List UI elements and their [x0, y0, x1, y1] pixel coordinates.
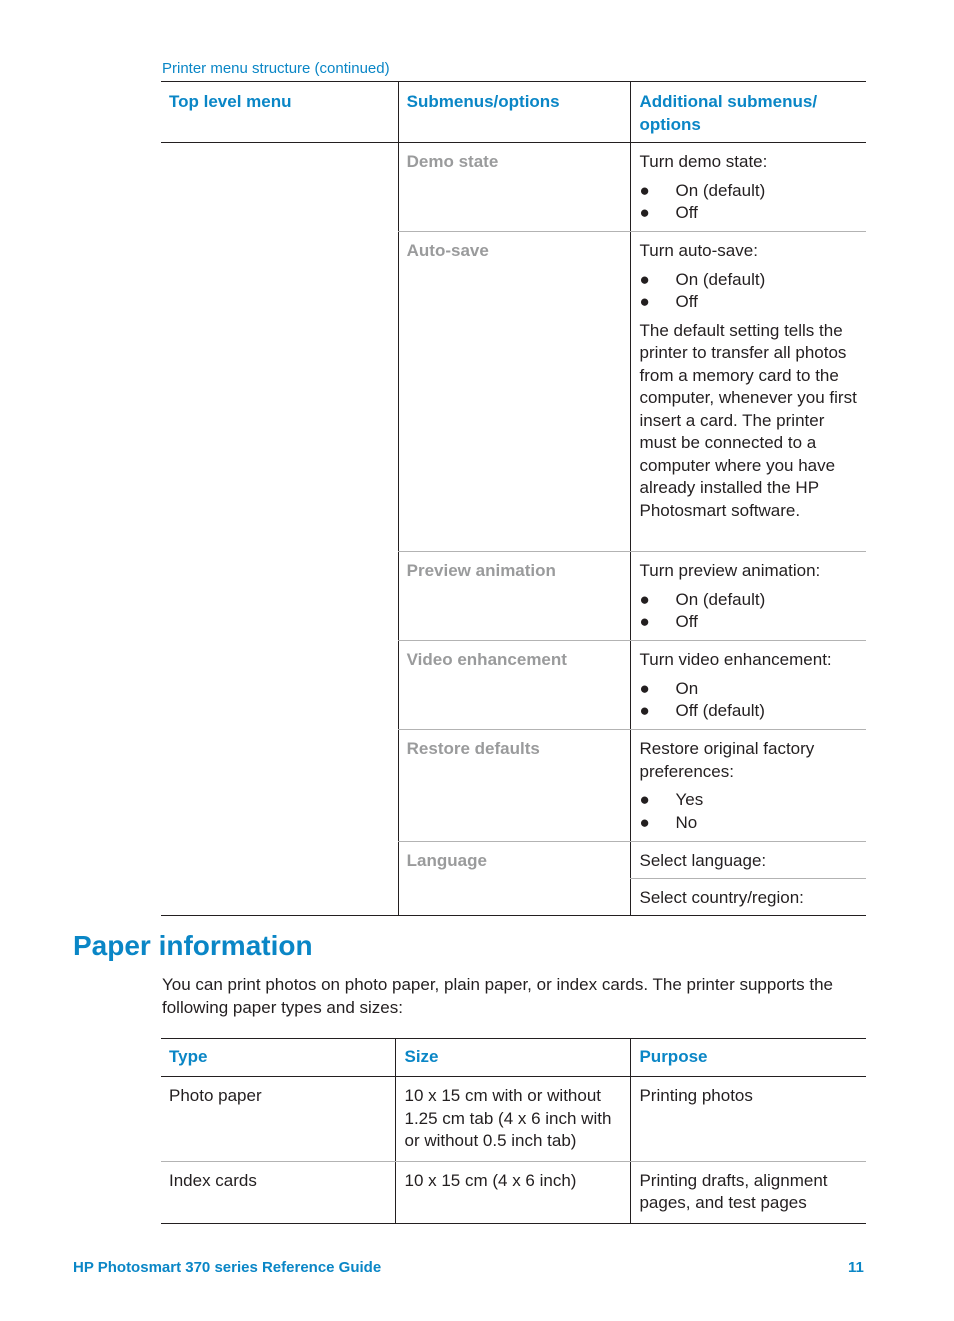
footer-guide-title: HP Photosmart 370 series Reference Guide [73, 1259, 382, 1276]
option-list [639, 180, 858, 225]
option-select-language: Select language: [631, 842, 866, 879]
bullet-icon: ● [639, 678, 650, 698]
bullet-icon: ● [639, 790, 650, 809]
submenu-auto-save: Auto-save [398, 232, 631, 552]
top-level-menu-cell [161, 143, 398, 916]
list-item: ● Off (default) [639, 700, 858, 723]
list-item: ● Off [639, 611, 858, 634]
option-intro: Restore original factory preferences: [639, 739, 815, 781]
header-type: Type [161, 1039, 396, 1077]
list-item: ● No [639, 812, 858, 835]
list-item: ● Off [639, 202, 858, 225]
bullet-icon: ● [639, 589, 650, 609]
options-preview-animation [631, 552, 866, 641]
option-list [639, 678, 858, 723]
submenu-video-enhancement: Video enhancement [398, 641, 631, 730]
list-item: ● On (default) [639, 180, 858, 203]
header-additional-submenus: Additional submenus/ options [631, 82, 866, 143]
option-list [639, 269, 858, 314]
bullet-icon: ● [639, 701, 650, 720]
option-intro: Turn demo state: [639, 152, 768, 171]
header-size: Size [396, 1039, 631, 1077]
option-note: The default setting tells the printer to transfer all photos from a memory card to the computer, whenever you first insert a card. The printer must be connected to a computer where you have already installed the HP Photosmart software. [639, 320, 857, 520]
list-item: ● Yes [639, 789, 858, 812]
cell-size: 10 x 15 cm with or without 1.25 cm tab (4 x 6 inch with or without 0.5 inch tab) [396, 1077, 631, 1162]
footer-page-number: 11 [848, 1259, 864, 1276]
option-select-country: Select country/region: [631, 879, 866, 916]
paper-types-table [161, 1038, 866, 1224]
table-caption: Printer menu structure (continued) [162, 60, 390, 77]
header-submenus-options: Submenus/options [398, 82, 631, 143]
section-intro: You can print photos on photo paper, plain paper, or index cards. The printer supports the following paper types and sizes: [162, 975, 834, 1017]
table-row [161, 143, 866, 232]
option-intro: Turn video enhancement: [639, 650, 832, 669]
table-row [161, 1161, 866, 1223]
printer-menu-table [161, 81, 866, 916]
header-purpose: Purpose [631, 1039, 866, 1077]
submenu-preview-animation: Preview animation [398, 552, 631, 641]
list-item: ● On (default) [639, 589, 858, 612]
option-intro: Turn preview animation: [639, 561, 821, 580]
options-video-enhancement [631, 641, 866, 730]
cell-type: Index cards [169, 1170, 257, 1190]
table-row [161, 1077, 866, 1162]
list-item: ● Off [639, 291, 858, 314]
submenu-restore-defaults: Restore defaults [398, 730, 631, 842]
bullet-icon: ● [639, 269, 650, 289]
option-list [639, 789, 858, 834]
submenu-demo-state: Demo state [398, 143, 631, 232]
option-intro: Turn auto-save: [639, 241, 758, 260]
option-list [639, 589, 858, 634]
header-top-level-menu: Top level menu [161, 82, 398, 143]
cell-purpose: Printing drafts, alignment pages, and test pages [631, 1161, 866, 1223]
cell-size: 10 x 15 cm (4 x 6 inch) [396, 1161, 631, 1223]
bullet-icon: ● [639, 203, 650, 222]
list-item: ● On (default) [639, 269, 858, 292]
table-header-row [161, 1039, 866, 1077]
list-item: ● On [639, 678, 858, 701]
bullet-icon: ● [639, 292, 650, 311]
bullet-icon: ● [639, 612, 650, 631]
options-demo-state [631, 143, 866, 232]
options-auto-save [631, 232, 866, 552]
cell-type: Photo paper [161, 1077, 396, 1162]
cell-purpose: Printing photos [631, 1077, 866, 1162]
table-header-row [161, 82, 866, 143]
bullet-icon: ● [639, 180, 650, 200]
bullet-icon: ● [639, 812, 650, 832]
section-title: Paper information [73, 930, 313, 961]
options-restore-defaults [631, 730, 866, 842]
submenu-language: Language [398, 842, 631, 916]
